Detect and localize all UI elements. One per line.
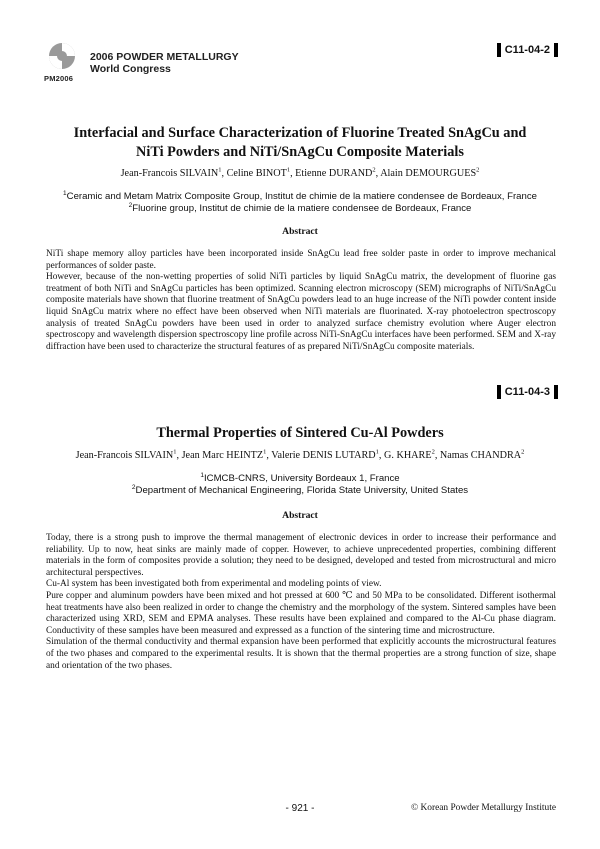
author-separator: , [375, 168, 381, 179]
paper2-authors [40, 449, 560, 462]
author-separator: , [290, 168, 296, 179]
affiliation-text: Ceramic and Metam Matrix Composite Group, Institut de chimie de la matiere condensee de Bordeaux, France [66, 191, 537, 202]
author-affiliation-mark: 1 [286, 166, 291, 174]
author-affiliation-mark: 1 [218, 166, 222, 174]
affiliation-text: Fluorine group, Institut de chimie de la matiere condensee de Bordeaux, France [132, 203, 472, 214]
paper1-abstract-heading: Abstract [282, 226, 318, 237]
paper2-title: Thermal Properties of Sintered Cu-Al Powders [156, 425, 444, 441]
abstract-paragraph: Simulation of the thermal conductivity and thermal expansion have been performed that explicitly accounts the microstructural features of the two phases and compared to the experimental results. It is shown that the thermal properties are a strong function of size, shape and orientation of the two phases. [46, 637, 556, 671]
author-affiliation-mark: 2 [476, 166, 480, 174]
author-affiliation-mark: 1 [375, 448, 379, 456]
paper1-title-line2: NiTi Powders and NiTi/SnAgCu Composite Materials [136, 144, 464, 160]
paper2-code: C11-04-3 [497, 385, 558, 399]
paper2-affiliations [30, 473, 570, 497]
abstract-paragraph: However, because of the non-wetting properties of solid NiTi particles by liquid SnAgCu matrix, the development of fluorine gas treatment of both NiTi and SnAgCu particles has been optimized. Scanning electron microscopy (SEM) micrographs of NiTi/SnAgCu composite materials have shown that fluorine treatment of SnAgCu powders lead to an huge increase of the NiTi powder content inside liquid SnAgCu matrix where no effect have been observed when NiTi materials are fluorinated. X-ray photoelectron spectroscopy analysis of treated SnAgCu powders have been used in order to analyzed surface chemistry evolution where Auger electron spectroscopy and wavelength dispersion spectroscopy line profile across NiTi-SnAgCu interfaces have been performed. SEM and X-ray diffraction have been used to characterize the structural features of as prepared NiTi/SnAgCu composite materials. [46, 272, 556, 352]
copyright: © Korean Powder Metallurgy Institute [411, 803, 556, 813]
author-separator: , [221, 168, 227, 179]
paper1-affiliations [30, 191, 570, 215]
author-name: Valerie DENIS LUTARD [271, 450, 376, 461]
affiliation-mark: 2 [131, 483, 136, 491]
author-separator: , [266, 450, 272, 461]
affiliation-mark: 1 [63, 189, 67, 197]
author-affiliation-mark: 2 [431, 448, 435, 456]
abstract-paragraph: Today, there is a strong push to improve the thermal management of electronic devices in order to increase their performance and reliability. Up to now, heat sinks are mainly made of copper. However, to achieve unprecedented properties, combining different materials in the form of composites provide a solution; they need to be designed, developed and tested from microstructural and micro architectural perspectives. [46, 533, 556, 578]
author-name: G. KHARE [384, 450, 432, 461]
paper2-abstract-heading: Abstract [282, 510, 318, 521]
conference-line2: World Congress [90, 63, 171, 75]
author-name: Namas CHANDRA [439, 450, 522, 461]
author-separator: , [176, 450, 182, 461]
affiliation-mark: 1 [200, 471, 204, 479]
logo-text: PM2006 [44, 74, 74, 83]
affiliation-text: Department of Mechanical Engineering, Florida State University, United States [135, 485, 469, 496]
affiliation-text: ICMCB-CNRS, University Bordeaux 1, France [203, 473, 400, 484]
paper1-abstract-body [46, 249, 556, 353]
abstract-paragraph: NiTi shape memory alloy particles have been incorporated inside SnAgCu lead free solder paste in order to improve mechanical performances of solder paste. [46, 249, 556, 271]
abstract-paragraph: Cu-Al system has been investigated both from experimental and modeling points of view. [46, 579, 382, 590]
author-name: Alain DEMOURGUES [380, 168, 477, 179]
paper2-abstract-body [46, 533, 556, 672]
conference-line1: 2006 POWDER METALLURGY [90, 51, 239, 63]
author-name: Jean-Francois SILVAIN [75, 450, 174, 461]
author-name: Jean-Francois SILVAIN [120, 168, 219, 179]
abstract-paragraph: Pure copper and aluminum powders have been mixed and hot pressed at 600 ℃ and 50 MPa to be consolidated. Different isothermal heat treatments have also been realized in order to change the chemistry and the morphology of the system. Sintered samples have been characterized using XRD, SEM and EPMA analyses. These results have been explained and compared to the Al-Cu phase diagram. Conductivity of these samples have been measured and expressed as a function of the sintering time and microstructure. [46, 590, 556, 636]
author-name: Celine BINOT [226, 168, 287, 179]
paper1-title-line1: Interfacial and Surface Characterization of Fluorine Treated SnAgCu and [73, 125, 527, 141]
paper1-code: C11-04-2 [497, 43, 558, 57]
affiliation-line [30, 191, 570, 203]
author-name: Jean Marc HEINTZ [181, 450, 264, 461]
conference-name [90, 51, 239, 75]
author-name: Etienne DURAND [295, 168, 373, 179]
page-number: - 921 - [285, 803, 315, 814]
author-affiliation-mark: 1 [173, 448, 177, 456]
paper1-authors [40, 167, 560, 180]
author-separator: , [378, 450, 385, 461]
author-separator: , [434, 450, 440, 461]
affiliation-line [30, 473, 570, 485]
affiliation-mark: 2 [128, 201, 133, 209]
author-affiliation-mark: 1 [263, 448, 267, 456]
author-affiliation-mark: 2 [372, 166, 376, 174]
paper1-title [60, 124, 540, 162]
affiliation-line [30, 485, 570, 497]
author-affiliation-mark: 2 [521, 448, 525, 456]
affiliation-line [30, 203, 570, 215]
